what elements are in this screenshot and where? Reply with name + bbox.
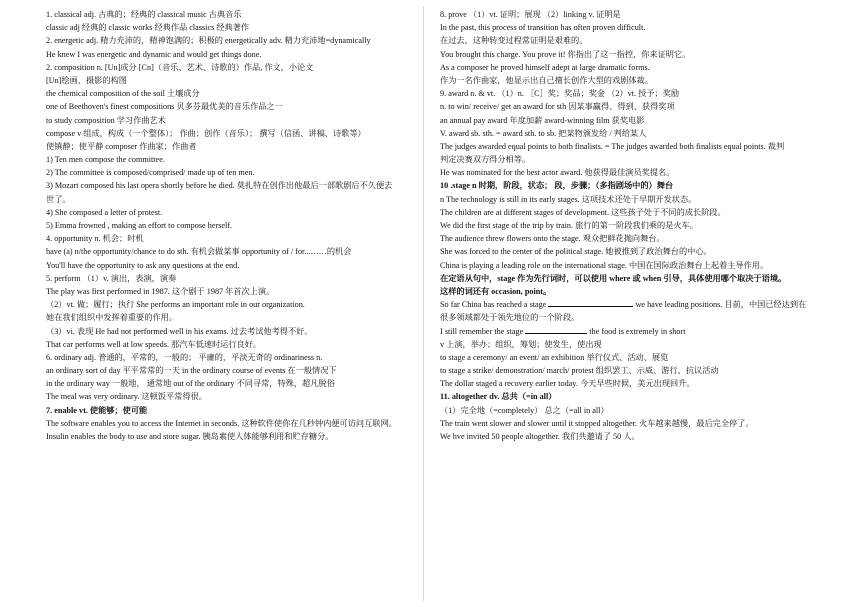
- right-text-line: The dollar staged a recovery earlier today. 今天早些时候，美元出现回升。: [440, 379, 695, 389]
- right-text-line: 作为一名作曲家，他显示出自己擅长创作大型的戏剧体裁。: [440, 75, 653, 85]
- right-column: [440, 8, 840, 443]
- left-text-line: 使镇静；使平静 composer 作曲家；作曲者: [46, 141, 197, 151]
- right-text-line: 8. prove （1）vt. 证明；展现 （2）linking v. 证明是: [440, 10, 621, 19]
- left-text-line: 5. perform （1）v. 演出，表演，演奏: [46, 273, 177, 283]
- right-text-line: to stage a strike/ demonstration/ march/ protest 组织罢工、示威、游行、抗议活动: [440, 366, 719, 376]
- right-text-line: The audience threw flowers onto the stage. 观众把鲜花抛向舞台。: [440, 234, 665, 244]
- right-text-line: The children are at different stages of development. 这些孩子处于不同的成长阶段。: [440, 207, 726, 217]
- left-text-line: one of Beethoven's finest compositions 贝多芬最优美的音乐作品之一: [46, 102, 283, 112]
- right-text-line: The judges awarded equal points to both finalists. = The judges awarded both finalists equal points. 裁判: [440, 141, 785, 151]
- left-text-line: He knew I was energetic and dynamic and would get things done.: [46, 49, 262, 59]
- left-text-line: 1) Ten men compose the committee.: [46, 155, 165, 165]
- left-text-line: 2) The committee is composed/comprised/ made up of ten men.: [46, 168, 255, 178]
- left-text-line: 2. composition n. [Un]成分 [Cn]（音乐、艺术、诗歌的）作品, 作文，小论文: [46, 62, 314, 72]
- left-text-line: The play was first performed in 1987. 这个剧于 1987 年首次上演。: [46, 286, 275, 296]
- left-text-line: The software enables you to access the Internet in seconds. 这种软件使你在几秒钟内便可访问互联网。: [46, 418, 397, 428]
- right-text-line: to stage a ceremony/ an event/ an exhibition 举行仪式、活动、展览: [440, 352, 669, 362]
- right-text-line: v 上演，举办；组织，筹划；使发生，使出现: [440, 339, 602, 349]
- left-text-line: to study composition 学习作曲艺术: [46, 115, 166, 125]
- left-text-line: have (a) n/the opportunity/chance to do sth. 有机会做某事 opportunity of / for...……的机会: [46, 247, 352, 257]
- right-text-line: n The technology is still in its early stages. 这项技术还处于早期开发状态。: [440, 194, 697, 204]
- left-text-line: 3) Mozart composed his last opera shortly before he died. 莫扎特在创作出他最后一部歌剧后不久便去: [46, 181, 393, 191]
- left-text-line: the chemical composition of the soil 土壤成分: [46, 89, 200, 99]
- left-text-line: 6. ordinary adj. 普通的，平常的，一般的； 平庸的，平淡无奇的 ordinariness n.: [46, 352, 323, 362]
- left-text-line: 7. enable vt. 使能够；使可能: [46, 405, 148, 415]
- left-text-line: （2）vt. 做；履行；执行 She performs an important role in our organization.: [46, 300, 305, 310]
- right-text-line: V. award sb. sth. = award sth. to sb. 把某物颁发给 / 判给某人: [440, 128, 647, 138]
- right-text-line: n. to win/ receive/ get an award for sth 因某事赢得、得到、获得奖项: [440, 102, 675, 112]
- fill-in-blank: [548, 298, 633, 307]
- left-text-line: That car performs well at low speeds. 那汽车低速时运行良好。: [46, 339, 262, 349]
- left-text-line: You'll have the opportunity to ask any questions at the end.: [46, 260, 240, 270]
- left-text-line: 4) She composed a letter of protest.: [46, 207, 163, 217]
- right-text-line: 这样的词还有 occasion, point。: [440, 286, 552, 296]
- left-text-line: 2. energetic adj. 精力充沛的，精神饱满的；积极的 energetically adv. 精力充沛地=dynamically: [46, 36, 371, 46]
- right-text-line: So far China has reached a stage we have leading positions. 目前，中国已经达到在: [440, 300, 807, 310]
- right-text-line: As a composer he proved himself adept at large dramatic forms.: [440, 62, 650, 72]
- right-text-line: You brought this charge. You prove it! 你指出了这一指控，你来证明它。: [440, 49, 691, 59]
- left-text-line: compose v 组成，构成（一个整体）； 作曲；创作（音乐）； 撰写（信函、讲稿、诗歌等）: [46, 128, 366, 138]
- right-text-line: 9. award n. & vt. （1）n. ［C］奖；奖品；奖金 （2）vt. 授予；奖励: [440, 89, 680, 99]
- left-text-line: 世了。: [46, 194, 71, 204]
- left-text-line: Insulin enables the body to use and store sugar. 胰岛素使人体能够利用和贮存糖分。: [46, 432, 334, 441]
- right-text-line: 判定决赛双方得分相等。: [440, 155, 531, 165]
- left-text-line: 1. classical adj. 古典的；经典的 classical music 古典音乐: [46, 10, 242, 19]
- left-text-line: 4. opportunity n. 机会；时机: [46, 234, 144, 244]
- right-text-line: China is playing a leading role on the international stage. 中国在国际政治舞台上起着主导作用。: [440, 260, 769, 270]
- left-text-line: classic adj 经典的 classic works 经典作品 classics 经典著作: [46, 23, 250, 33]
- right-text-line: We hve invited 50 people altogether. 我们共邀请了 50 人。: [440, 432, 640, 441]
- left-text-line: The meal was very ordinary. 这顿饭平常得很。: [46, 392, 207, 402]
- left-text-line: （3）vi. 表现 He had not performed well in his exams. 过去考试他考得不好。: [46, 326, 313, 336]
- right-text-line: She was forced to the center of the political stage. 她被推到了政治舞台的中心。: [440, 247, 712, 257]
- right-text-line: I still remember the stage the food is extremely in short: [440, 326, 686, 336]
- right-text-line: an annual pay award 年度加薪 award-winning film 获奖电影: [440, 115, 645, 125]
- right-text-line: 很多领域都处于领先地位的一个阶段。: [440, 313, 580, 323]
- left-text-line: in the ordinary way 一般地， 通常地 out of the ordinary 不同寻常，特殊，超凡脱俗: [46, 379, 335, 389]
- right-text-line: 在定语从句中，stage 作为先行词时，可以使用 where 或 when 引导，具体使用哪个取决于语境。: [440, 273, 787, 283]
- column-divider: [423, 6, 424, 601]
- right-text-line: We did the first stage of the trip by train. 旅行的第一阶段我们乘的是火车。: [440, 221, 698, 230]
- left-text-line: an ordinary sort of day 平平常常的一天 in the ordinary course of events 在一般情况下: [46, 366, 337, 376]
- left-text-line: 5) Emma frowned , making an effort to compose herself.: [46, 221, 233, 230]
- fill-in-blank: [525, 325, 587, 334]
- right-text-line: The train went slower and slower until it stopped altogether. 火车越来越慢，最后完全停了。: [440, 418, 754, 428]
- left-text-line: [Un]绘画、摄影的构图: [46, 75, 127, 85]
- right-text-line: 10 .stage n 时期，阶段，状态； 段，步骤；（多指剧场中的）舞台: [440, 181, 674, 191]
- right-text-line: 11. altogether dv. 总共（=in all）: [440, 392, 557, 402]
- right-text-line: （1）完全地（=completely） 总之（=all in all）: [440, 405, 609, 415]
- left-text-line: 她在我们组织中发挥着重要的作用。: [46, 313, 178, 323]
- right-text-line: He was nominated for the best actor award. 他获得最佳演员奖提名。: [440, 168, 675, 178]
- left-column: [46, 8, 412, 443]
- right-text-line: 在过去，这种转变过程常证明是艰难的。: [440, 36, 588, 46]
- right-text-line: In the past, this process of transition has often proven difficult.: [440, 23, 646, 33]
